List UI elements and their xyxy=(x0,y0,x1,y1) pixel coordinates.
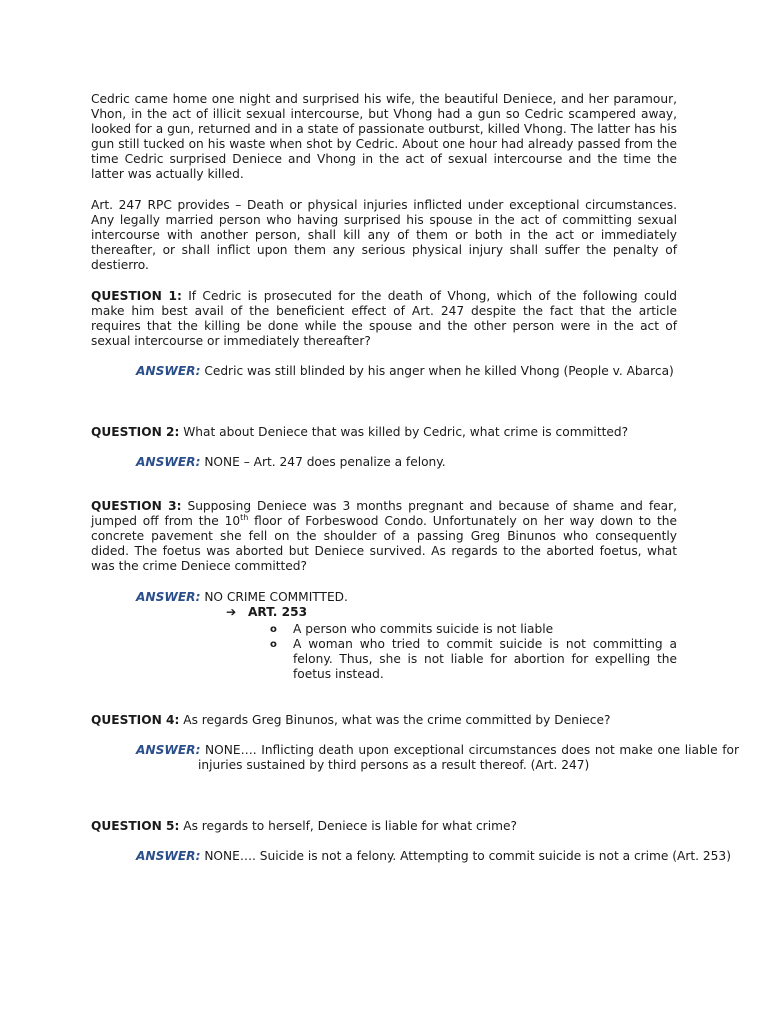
answer-1 xyxy=(136,364,739,379)
question-4 xyxy=(91,713,677,728)
circle-bullet-icon: o xyxy=(270,639,277,650)
answer-4 xyxy=(136,743,739,773)
question-2 xyxy=(91,425,677,440)
article-paragraph: Art. 247 RPC provides – Death or physical injuries inflicted under exceptional circumstances. Any legally married person who having surprised his spouse in the act of committing sexual intercourse with another person, shall kill any of them or both in the act or immediately thereafter, or shall inflict upon them any serious physical injury shall suffer the penalty of destierro. xyxy=(91,198,677,272)
answer-1-label: ANSWER: xyxy=(136,364,201,378)
question-5-label: QUESTION 5: xyxy=(91,819,180,833)
answer-2 xyxy=(136,455,739,470)
answer-5-label: ANSWER: xyxy=(136,849,201,863)
question-4-label: QUESTION 4: xyxy=(91,713,180,727)
circle-bullet-icon: o xyxy=(270,624,277,635)
answer-5-text: NONE…. Suicide is not a felony. Attempting to commit suicide is not a crime (Art. 253) xyxy=(204,849,731,863)
answer-4-label: ANSWER: xyxy=(136,743,201,757)
answer-1-text: Cedric was still blinded by his anger when he killed Vhong (People v. Abarca) xyxy=(204,364,674,378)
answer-3-text: NO CRIME COMMITTED. xyxy=(204,590,348,604)
question-3-label: QUESTION 3: xyxy=(91,499,182,513)
answer-3 xyxy=(136,590,739,605)
answer-2-text: NONE – Art. 247 does penalize a felony. xyxy=(204,455,446,469)
question-1 xyxy=(91,289,677,349)
question-3-text-a: Supposing Deniece was 3 months pregnant and because of shame and fear, jumped off from the 10 xyxy=(91,499,677,528)
answer-5 xyxy=(136,849,739,864)
question-5 xyxy=(91,819,677,834)
answer-3-bullet-1-text: A person who commits suicide is not liable xyxy=(293,622,554,636)
question-3-text-b: floor of Forbeswood Condo. Unfortunately on her way down to the concrete pavement she fell on the shoulder of a passing Greg Binunos who consequently dided. The foetus was aborted but Deniece survived. As regards to the aborted foetus, what was the crime Deniece committed? xyxy=(91,514,677,573)
question-5-text: As regards to herself, Deniece is liable for what crime? xyxy=(183,819,517,833)
answer-3-arrow-text: ART. 253 xyxy=(248,605,308,619)
answer-4-text: NONE…. Inflicting death upon exceptional circumstances does not make one liable for injuries sustained by third persons as a result thereof. (Art. 247) xyxy=(198,743,739,772)
answer-3-bullet-1 xyxy=(270,622,677,637)
question-1-label: QUESTION 1: xyxy=(91,289,182,303)
question-2-text: What about Deniece that was killed by Cedric, what crime is committed? xyxy=(183,425,629,439)
answer-3-arrow-item xyxy=(226,605,307,620)
answer-3-bullet-2-text: A woman who tried to commit suicide is not committing a felony. Thus, she is not liable for abortion for expelling the foetus instead. xyxy=(293,637,677,681)
question-2-label: QUESTION 2: xyxy=(91,425,180,439)
answer-3-bullet-2 xyxy=(270,637,677,682)
answer-2-label: ANSWER: xyxy=(136,455,201,469)
answer-3-label: ANSWER: xyxy=(136,590,201,604)
question-4-text: As regards Greg Binunos, what was the crime committed by Deniece? xyxy=(183,713,611,727)
question-3-superscript: th xyxy=(240,512,249,522)
facts-paragraph: Cedric came home one night and surprised his wife, the beautiful Deniece, and her paramour, Vhon, in the act of illicit sexual intercourse, but Vhong had a gun so Cedric scampered away, looked for a gun, returned and in a state of passionate outburst, killed Vhong. The latter has his gun still tucked on his waste when shot by Cedric. About one hour had already passed from the time Cedric surprised Deniece and Vhong in the act of sexual intercourse and the time the latter was actually killed. xyxy=(91,92,677,181)
right-arrow-icon: ➔ xyxy=(226,605,237,619)
question-1-text: If Cedric is prosecuted for the death of Vhong, which of the following could make him best avail of the beneficient effect of Art. 247 despite the fact that the article requires that the killing be done while the spouse and the other person were in the act of sexual intercourse or immediately thereafter? xyxy=(91,289,678,348)
question-3 xyxy=(91,499,677,574)
